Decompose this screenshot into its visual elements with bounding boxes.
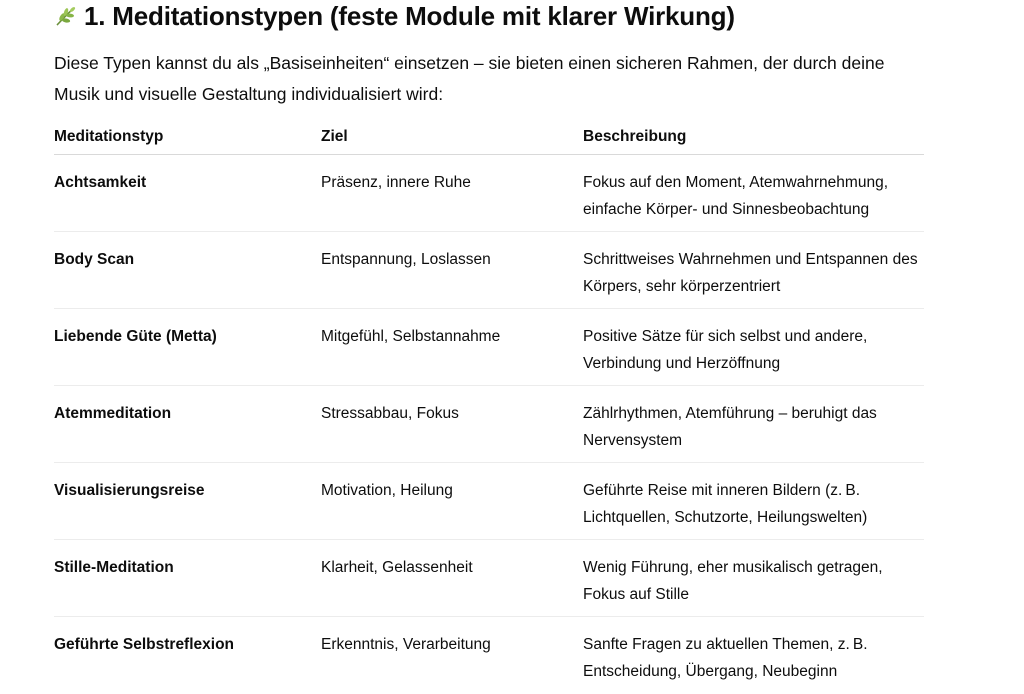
cell-description: Positive Sätze für sich selbst und andere, Verbindung und Herzöffnung bbox=[583, 328, 868, 372]
cell-type: Atemmeditation bbox=[54, 405, 172, 422]
cell-type: Body Scan bbox=[54, 251, 135, 268]
cell-type: Stille-Meditation bbox=[54, 559, 174, 576]
cell-goal: Erkenntnis, Verarbeitung bbox=[321, 636, 491, 653]
cell-description: Fokus auf den Moment, Atemwahrnehmung, einfache Körper- und Sinnesbeobachtung bbox=[583, 174, 888, 218]
table-row bbox=[54, 232, 924, 309]
cell-goal: Motivation, Heilung bbox=[321, 482, 453, 499]
cell-description: Schrittweises Wahrnehmen und Entspannen des Körpers, sehr körperzentriert bbox=[583, 251, 918, 295]
cell-goal: Stressabbau, Fokus bbox=[321, 405, 459, 422]
intro-paragraph: Diese Typen kannst du als „Basiseinheiten“ einsetzen – sie bieten einen sicheren Rahmen, der durch deine Musik und visuelle Gestaltung individualisiert wird: bbox=[54, 53, 885, 104]
cell-goal: Entspannung, Loslassen bbox=[321, 251, 491, 268]
table-row bbox=[54, 155, 924, 232]
table-row bbox=[54, 617, 924, 694]
cell-goal: Präsenz, innere Ruhe bbox=[321, 174, 471, 191]
cell-description: Wenig Führung, eher musikalisch getragen, Fokus auf Stille bbox=[583, 559, 883, 603]
table-header-row bbox=[54, 120, 924, 155]
meditation-table bbox=[54, 120, 924, 694]
cell-goal: Klarheit, Gelassenheit bbox=[321, 559, 473, 576]
table-row bbox=[54, 386, 924, 463]
cell-description: Sanfte Fragen zu aktuellen Themen, z. B. Entscheidung, Übergang, Neubeginn bbox=[583, 636, 868, 680]
column-header-goal: Ziel bbox=[321, 128, 348, 145]
section-heading bbox=[54, 0, 735, 32]
column-header-description: Beschreibung bbox=[583, 128, 687, 145]
cell-type: Achtsamkeit bbox=[54, 174, 147, 191]
cell-type: Geführte Selbstreflexion bbox=[54, 636, 235, 653]
cell-description: Geführte Reise mit inneren Bildern (z. B. Lichtquellen, Schutzorte, Heilungswelten) bbox=[583, 482, 868, 526]
cell-type: Visualisierungsreise bbox=[54, 482, 205, 499]
heading-text: 1. Meditationstypen (feste Module mit klarer Wirkung) bbox=[84, 1, 735, 31]
table-row bbox=[54, 309, 924, 386]
table-row bbox=[54, 463, 924, 540]
column-header-type: Meditationstyp bbox=[54, 128, 164, 145]
herb-leaf-icon bbox=[54, 3, 78, 35]
cell-type: Liebende Güte (Metta) bbox=[54, 328, 217, 345]
cell-description: Zählrhythmen, Atemführung – beruhigt das Nervensystem bbox=[583, 405, 877, 449]
cell-goal: Mitgefühl, Selbstannahme bbox=[321, 328, 501, 345]
table-row bbox=[54, 540, 924, 617]
